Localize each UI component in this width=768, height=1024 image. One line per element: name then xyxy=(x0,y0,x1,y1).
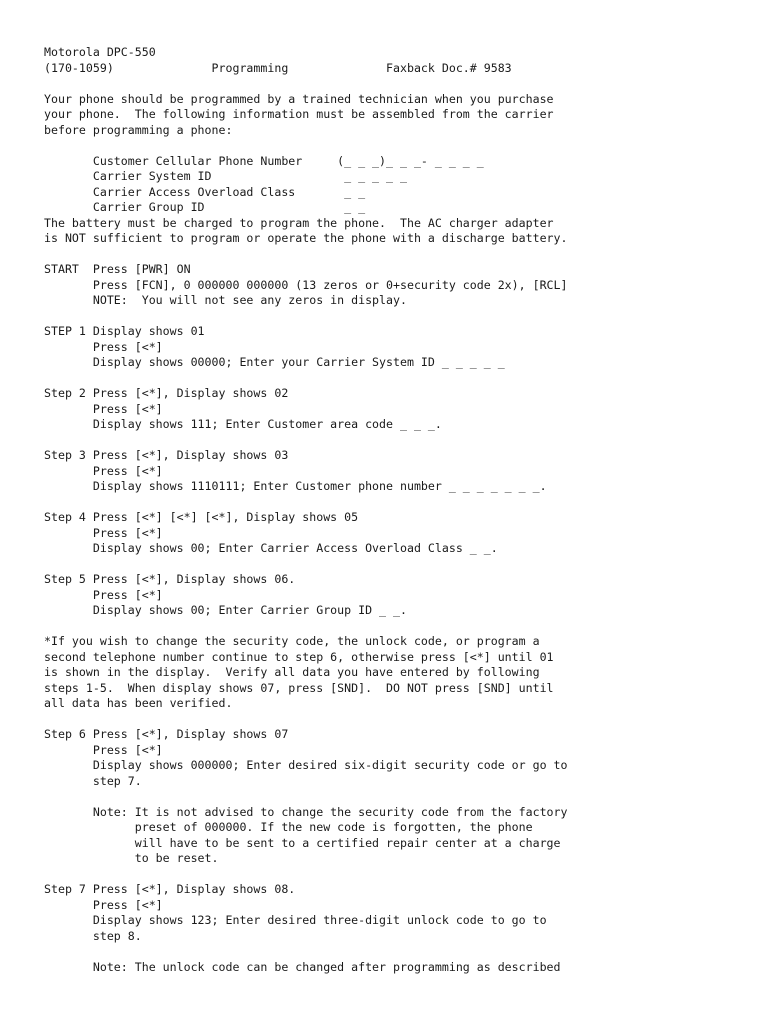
document-line: Display shows 123; Enter desired three-digit unlock code to go to xyxy=(44,913,547,927)
document-line: The battery must be charged to program the phone. The AC charger adapter xyxy=(44,215,554,230)
document-line xyxy=(44,557,744,573)
document-page xyxy=(44,45,744,975)
document-line: preset of 000000. If the new code is forgotten, the phone xyxy=(44,820,533,834)
document-line: is NOT sufficient to program or operate the phone with a discharge battery. xyxy=(44,231,568,245)
document-line: *If you wish to change the security code, the unlock code, or program a xyxy=(44,634,540,648)
document-line xyxy=(44,433,744,449)
document-line xyxy=(44,371,744,387)
document-line xyxy=(44,944,744,960)
document-line: Display shows 1110111; Enter Customer phone number _ _ _ _ _ _ _. xyxy=(44,479,547,493)
document-line: Note: The unlock code can be changed after programming as described xyxy=(44,959,561,974)
document-line: Display shows 111; Enter Customer area code _ _ _. xyxy=(44,417,442,431)
document-line: Step 7 Press [<*], Display shows 08. xyxy=(44,882,296,896)
document-line: Press [<*] xyxy=(44,401,163,416)
document-line: Press [FCN], 0 000000 000000 (13 zeros or 0+security code 2x), [RCL] xyxy=(44,277,568,292)
document-line: NOTE: You will not see any zeros in display. xyxy=(44,293,407,307)
document-line: Display shows 000000; Enter desired six-digit security code or go to xyxy=(44,758,568,772)
document-line: Your phone should be programmed by a trained technician when you purchase xyxy=(44,91,554,106)
document-line: Step 2 Press [<*], Display shows 02 xyxy=(44,386,289,400)
document-line: second telephone number continue to step 6, otherwise press [<*] until 01 xyxy=(44,649,554,664)
document-line: steps 1-5. When display shows 07, press [SND]. DO NOT press [SND] until xyxy=(44,680,554,695)
document-line xyxy=(44,789,744,805)
document-line: to be reset. xyxy=(44,851,219,865)
document-line: Press [<*] xyxy=(44,339,163,354)
document-line: Carrier System ID _ _ _ _ _ xyxy=(44,169,407,183)
document-line xyxy=(44,619,744,635)
document-line: step 7. xyxy=(44,773,142,788)
document-line xyxy=(44,712,744,728)
document-line: Press [<*] xyxy=(44,742,163,757)
document-line: Press [<*] xyxy=(44,525,163,540)
document-line xyxy=(44,309,744,325)
document-line xyxy=(44,247,744,263)
document-line: Carrier Group ID _ _ xyxy=(44,200,366,214)
document-line: will have to be sent to a certified repair center at a charge xyxy=(44,835,561,850)
document-line: START Press [PWR] ON xyxy=(44,262,191,276)
document-line: Press [<*] xyxy=(44,897,163,912)
document-line: Carrier Access Overload Class _ _ xyxy=(44,184,366,199)
document-line: STEP 1 Display shows 01 xyxy=(44,324,205,338)
document-line: Note: It is not advised to change the security code from the factory xyxy=(44,804,568,819)
document-line xyxy=(44,138,744,154)
document-line: Step 4 Press [<*] [<*] [<*], Display shows 05 xyxy=(44,510,359,524)
document-line: Step 3 Press [<*], Display shows 03 xyxy=(44,448,289,462)
document-line: step 8. xyxy=(44,928,142,943)
document-line: Step 6 Press [<*], Display shows 07 xyxy=(44,727,289,741)
document-line: your phone. The following information must be assembled from the carrier xyxy=(44,107,554,121)
document-line: Press [<*] xyxy=(44,463,163,478)
document-line: Step 5 Press [<*], Display shows 06. xyxy=(44,572,296,586)
document-line: Display shows 00; Enter Carrier Access Overload Class _ _. xyxy=(44,541,498,555)
document-line xyxy=(44,867,744,883)
document-line: before programming a phone: xyxy=(44,122,233,137)
document-line: (170-1059) Programming Faxback Doc.# 9583 xyxy=(44,60,512,75)
document-line: all data has been verified. xyxy=(44,696,233,710)
document-line xyxy=(44,495,744,511)
document-line: Display shows 00; Enter Carrier Group ID _ _. xyxy=(44,603,407,617)
document-line: Press [<*] xyxy=(44,587,163,602)
document-line xyxy=(44,76,744,92)
document-line: Display shows 00000; Enter your Carrier System ID _ _ _ _ _ xyxy=(44,355,505,369)
document-line: is shown in the display. Verify all data you have entered by following xyxy=(44,665,540,679)
document-line: Motorola DPC-550 xyxy=(44,45,156,59)
document-line: Customer Cellular Phone Number (_ _ _)_ _ _- _ _ _ _ xyxy=(44,153,484,168)
